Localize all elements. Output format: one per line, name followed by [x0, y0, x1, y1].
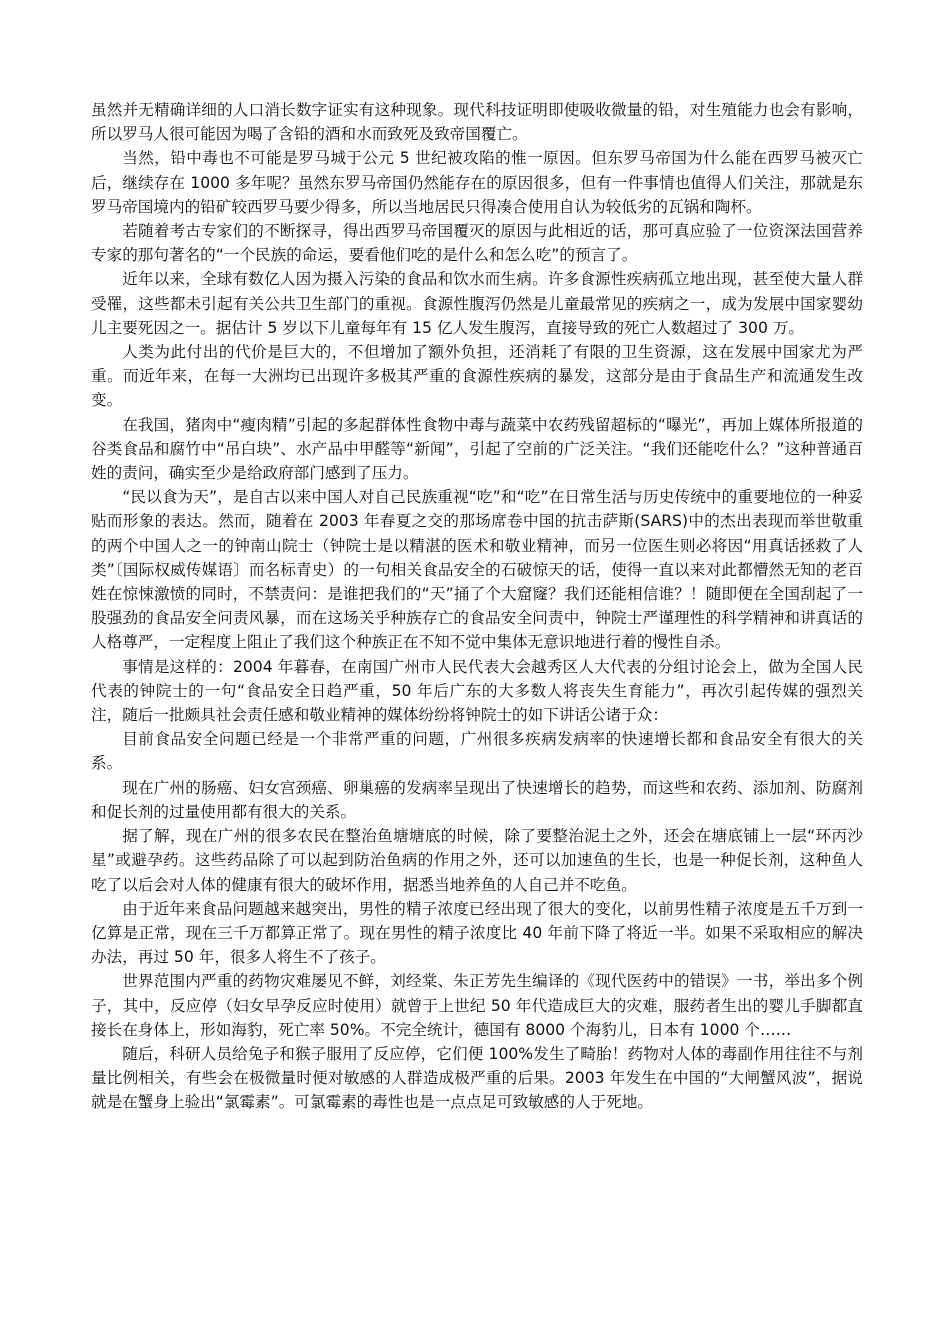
paragraph: “民以食为天”，是自古以来中国人对自己民族重视“吃”和“吃”在日常生活与历史传统中的重要地位的一种妥贴而形象的表达。然而，随着在 2003 年春夏之交的那场席卷中国的抗击萨斯(SARS)中的杰出表现而举世敬重的两个中国人之一的钟南山院士（钟院士是以精湛的医术和敬业精神，而另一位医生则必将因“用真话拯救了人类”〔国际权威传媒语〕而名标青史）的一句相关食品安全的石破惊天的话，使得一直以来对此都懵然无知的老百姓在惊悚激愤的同时，不禁责问：是谁把我们的“天”捅了个大窟窿？我们还能相信谁？！随即便在全国刮起了一股强劲的食品安全问责风暴，而在这场关乎种族存亡的食品安全问责中，钟院士严谨理性的科学精神和讲真话的人格尊严，一定程度上阻止了我们这个种族正在不知不觉中集体无意识地进行着的慢性自杀。 [91, 488, 863, 652]
paragraph: 事情是这样的：2004 年暮春，在南国广州市人民代表大会越秀区人大代表的分组讨论会上，做为全国人民代表的钟院士的一句“食品安全日趋严重，50 年后广东的大多数人将丧失生育能力”，再次引起传媒的强烈关注，随后一批颇具社会责任感和敬业精神的媒体纷纷将钟院士的如下讲话公诸于众： [91, 657, 863, 725]
paragraph: 人类为此付出的代价是巨大的，不但增加了额外负担，还消耗了有限的卫生资源，这在发展中国家尤为严重。而近年来，在每一大洲均已出现许多极其严重的食源性疾病的暴发，这部分是由于食品生产和流通发生改变。 [91, 343, 863, 410]
paragraph: 世界范围内严重的药物灾难屡见不鲜，刘经棠、朱正芳先生编译的《现代医药中的错误》一书，举出多个例子，其中，反应停（妇女早孕反应时使用）就曾于上世纪 50 年代造成巨大的灾难，服药者生出的婴儿手脚都直接长在身体上，形如海豹，死亡率 50%。不完全统计，德国有 8000 个海豹儿，日本有 1000 个…… [91, 972, 863, 1039]
quote-paragraph: 现在广州的肠癌、妇女宫颈癌、卵巢癌的发病率呈现出了快速增长的趋势，而这些和农药、添加剂、防腐剂和促长剂的过量使用都有很大的关系。 [91, 778, 863, 821]
document-page [91, 98, 863, 1115]
quote-paragraph: 由于近年来食品问题越来越突出，男性的精子浓度已经出现了很大的变化，以前男性精子浓度是五千万到一亿算是正常，现在三千万都算正常了。现在男性的精子浓度比 40 年前下降了将近一半。如果不采取相应的解决办法，再过 50 年，很多人将生不了孩子。 [91, 899, 863, 967]
paragraph: 在我国，猪肉中“瘦肉精”引起的多起群体性食物中毒与蔬菜中农药残留超标的“曝光”，再加上媒体所报道的谷类食品和腐竹中“吊白块”、水产品中甲醛等“新闻”，引起了空前的广泛关注。“我们还能吃什么？”这种普通百姓的责问，确实至少是给政府部门感到了压力。 [91, 415, 863, 483]
paragraph: 若随着考古专家们的不断探寻，得出西罗马帝国覆灭的原因与此相近的话，那可真应验了一位资深法国营养专家的那句著名的“一个民族的命运，要看他们吃的是什么和怎么吃”的预言了。 [91, 222, 863, 265]
paragraph: 当然，铅中毒也不可能是罗马城于公元 5 世纪被攻陷的惟一原因。但东罗马帝国为什么能在西罗马被灭亡后，继续存在 1000 多年呢？虽然东罗马帝国仍然能存在的原因很多，但有一件事情也值得人们关注，那就是东罗马帝国境内的铅矿较西罗马要少得多，所以当地居民只得凑合使用自认为较低劣的瓦锅和陶杯。 [91, 149, 863, 216]
paragraph: 随后，科研人员给兔子和猴子服用了反应停，它们便 100%发生了畸胎！药物对人体的毒副作用往往不与剂量比例相关，有些会在极微量时便对敏感的人群造成极严重的后果。2003 年发生在中国的“大闸蟹风波”，据说就是在蟹身上验出“氯霉素”。可氯霉素的毒性也是一点点足可致敏感的人于死地。 [91, 1044, 863, 1112]
quote-paragraph: 据了解，现在广州的很多农民在整治鱼塘塘底的时候，除了要整治泥土之外，还会在塘底铺上一层“环丙沙星”或避孕药。这些药品除了可以起到防治鱼病的作用之外，还可以加速鱼的生长，也是一种促长剂，这种鱼人吃了以后会对人体的健康有很大的破坏作用，据悉当地养鱼的人自己并不吃鱼。 [91, 827, 863, 894]
paragraph: 近年以来，全球有数亿人因为摄入污染的食品和饮水而生病。许多食源性疾病孤立地出现，甚至使大量人群受罹，这些都未引起有关公共卫生部门的重视。食源性腹泻仍然是儿童最常见的疾病之一，成为发展中国家婴幼儿主要死因之一。据估计 5 岁以下儿童每年有 15 亿人发生腹泻，直接导致的死亡人数超过了 300 万。 [91, 270, 863, 337]
paragraph: 虽然并无精确详细的人口消长数字证实有这种现象。现代科技证明即使吸收微量的铅，对生殖能力也会有影响，所以罗马人很可能因为喝了含铅的酒和水而致死及致帝国覆亡。 [91, 101, 863, 144]
quote-paragraph: 目前食品安全问题已经是一个非常严重的问题，广州很多疾病发病率的快速增长都和食品安全有很大的关系。 [91, 730, 863, 773]
